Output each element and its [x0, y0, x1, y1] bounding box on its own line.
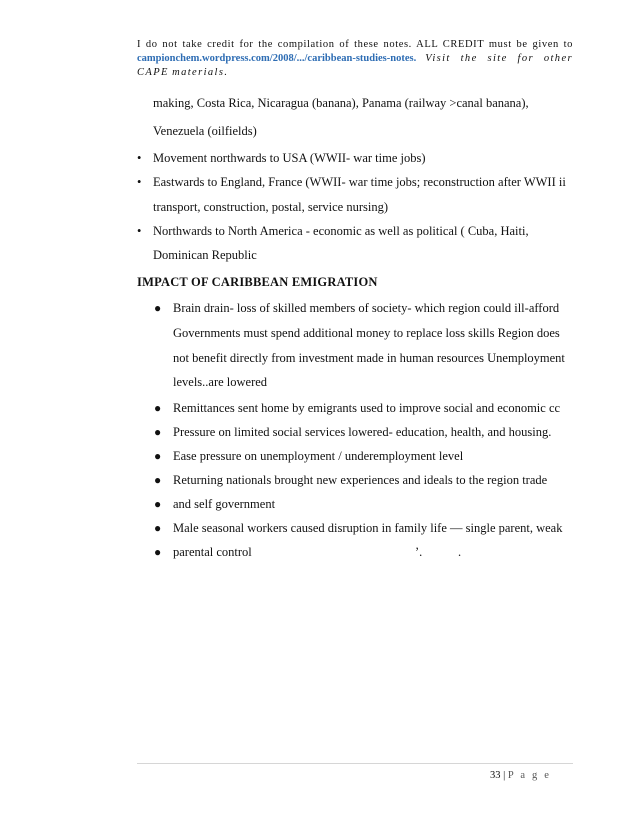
- bullet-line: Northwards to North America - economic as well as political ( Cuba, Haiti,: [153, 224, 529, 238]
- bullet-marker: •: [137, 224, 142, 238]
- credit-text: I do not take credit for the compilation of these notes. ALL CREDIT must be given to: [137, 39, 573, 50]
- stray-mark: ’.: [415, 545, 423, 559]
- impact-line: Remittances sent home by emigrants used to improve social and economic cc: [173, 401, 561, 415]
- bullet-marker: ●: [154, 401, 162, 415]
- bullet-marker: ●: [154, 449, 162, 463]
- impact-line: parental control: [173, 545, 252, 559]
- materials-text: materials.: [172, 67, 229, 78]
- impact-line: Ease pressure on unemployment / underemployment level: [173, 449, 464, 463]
- page-footer: [490, 770, 551, 781]
- impact-line: Brain drain- loss of skilled members of society- which region could ill-afford: [173, 301, 560, 315]
- impact-line: and self government: [173, 497, 276, 511]
- bullet-line: Dominican Republic: [153, 248, 257, 262]
- bullet-line: Movement northwards to USA (WWII- war time jobs): [153, 151, 426, 165]
- bullet-marker: •: [137, 151, 142, 165]
- source-link[interactable]: campionchem.wordpress.com/2008/.../caribbean-studies-notes.: [137, 53, 417, 64]
- bullet-line: transport, construction, postal, service nursing): [153, 200, 389, 214]
- bullet-marker: ●: [154, 521, 162, 535]
- footer-separator: |: [503, 770, 506, 781]
- impact-line: Male seasonal workers caused disruption in family life — single parent, weak: [173, 521, 563, 535]
- bullet-marker: ●: [154, 425, 162, 439]
- impact-line: not benefit directly from investment made in human resources Unemployment: [173, 351, 565, 365]
- visit-text: Visit the site for other CAPE: [137, 53, 573, 78]
- impact-line: Pressure on limited social services lowered- education, health, and housing.: [173, 425, 552, 439]
- credit-header: [137, 38, 573, 80]
- bullet-marker: •: [137, 175, 142, 189]
- bullet-line: Eastwards to England, France (WWII- war time jobs; reconstruction after WWII ii: [153, 175, 566, 189]
- impact-line: Returning nationals brought new experiences and ideals to the region trade: [173, 473, 548, 487]
- impact-line: levels..are lowered: [173, 375, 268, 389]
- bullet-marker: ●: [154, 473, 162, 487]
- page-word: P a g e: [507, 770, 552, 781]
- bullet-marker: ●: [154, 545, 162, 559]
- page-number: 33: [490, 770, 501, 781]
- continuation-line-1: making, Costa Rica, Nicaragua (banana), Panama (railway >canal banana),: [153, 96, 529, 110]
- bullet-marker: ●: [154, 497, 162, 511]
- continuation-line-2: Venezuela (oilfields): [153, 124, 257, 138]
- footer-divider: [137, 763, 573, 764]
- impact-line: Governments must spend additional money to replace loss skills Region does: [173, 326, 560, 340]
- stray-mark: .: [458, 545, 462, 559]
- bullet-marker: ●: [154, 301, 162, 315]
- section-heading: IMPACT OF CARIBBEAN EMIGRATION: [137, 275, 378, 289]
